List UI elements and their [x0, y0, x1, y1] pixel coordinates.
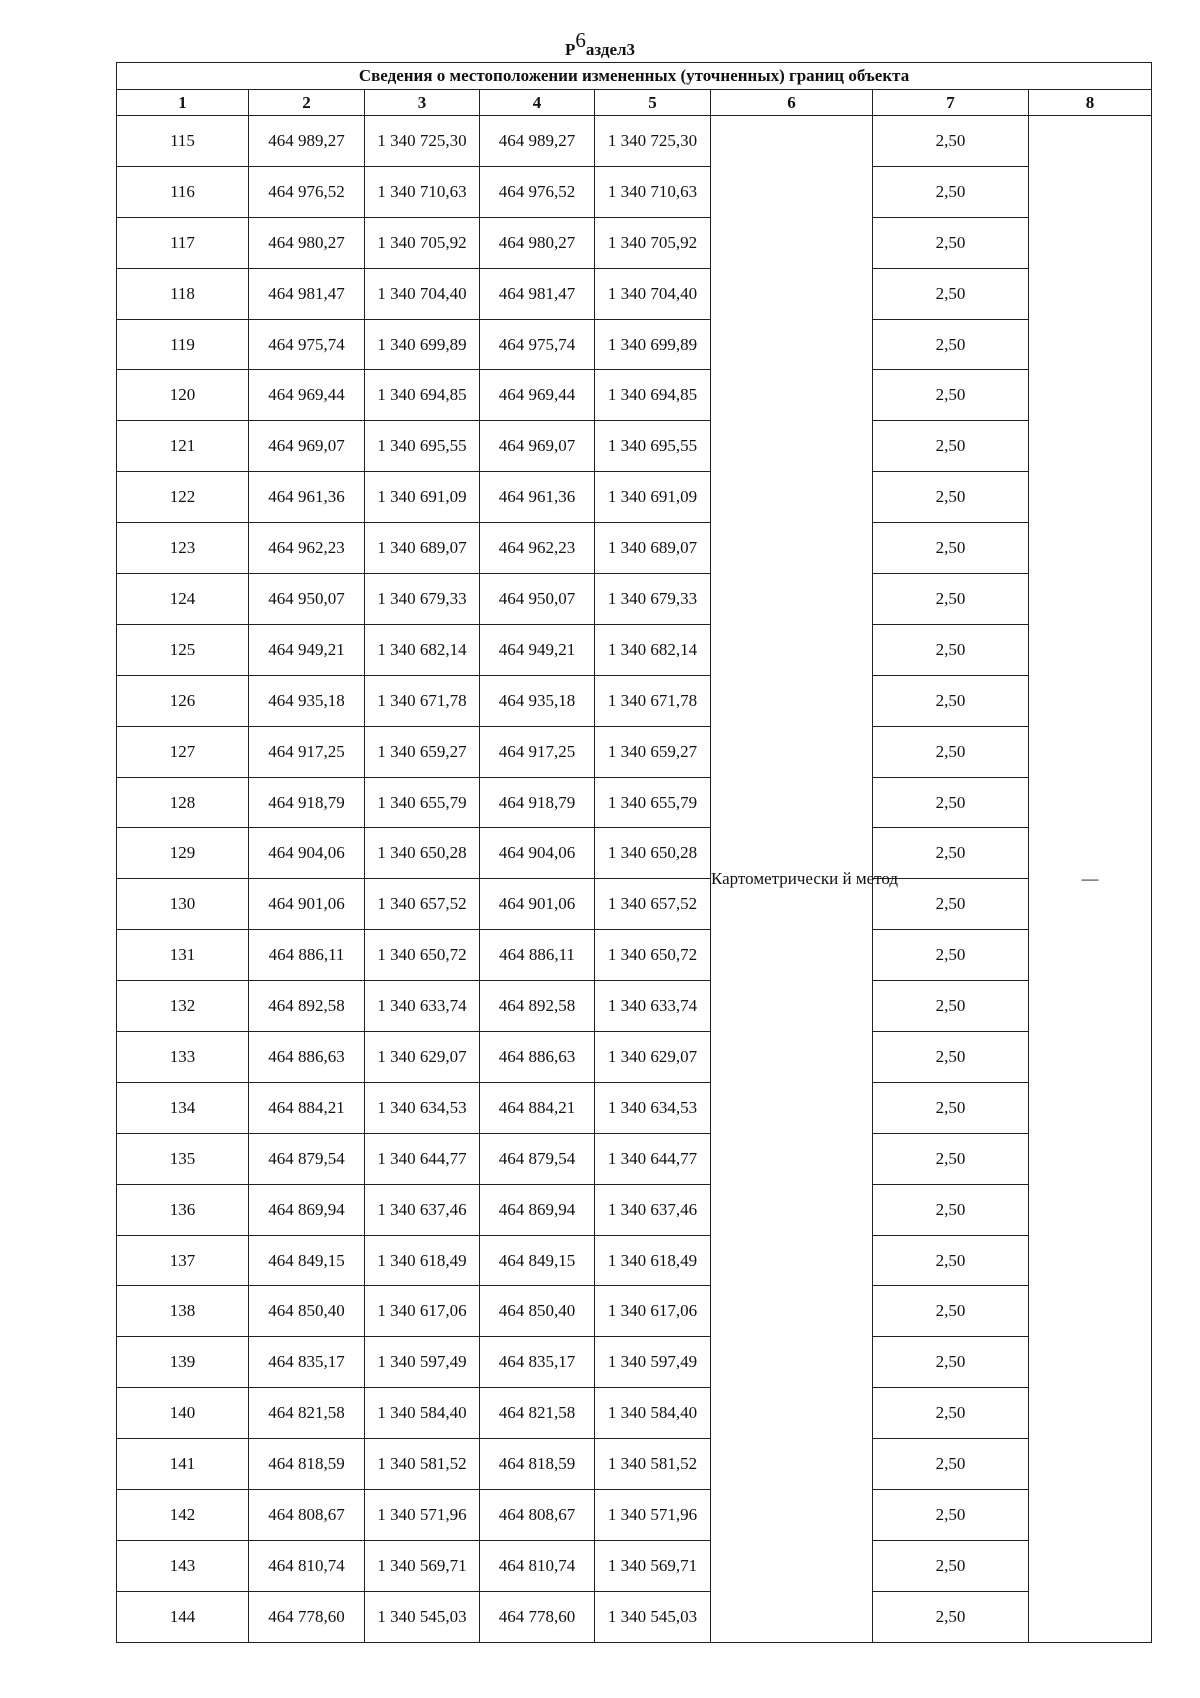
accuracy-cell: 2,50: [873, 624, 1029, 675]
x-new-cell: 464 969,44: [480, 370, 595, 421]
y-new-cell: 1 340 682,14: [595, 624, 711, 675]
table-body: [117, 116, 1152, 1643]
y-new-cell: 1 340 691,09: [595, 472, 711, 523]
point-number-cell: 140: [117, 1388, 249, 1439]
table-row: [117, 1032, 1152, 1083]
y-new-cell: 1 340 679,33: [595, 574, 711, 625]
x-old-cell: 464 949,21: [249, 624, 365, 675]
accuracy-cell: 2,50: [873, 523, 1029, 574]
point-number-cell: 120: [117, 370, 249, 421]
point-number-cell: 135: [117, 1133, 249, 1184]
y-old-cell: 1 340 679,33: [365, 574, 480, 625]
y-new-cell: 1 340 710,63: [595, 166, 711, 217]
y-old-cell: 1 340 659,27: [365, 726, 480, 777]
point-number-cell: 137: [117, 1235, 249, 1286]
y-new-cell: 1 340 725,30: [595, 116, 711, 167]
point-number-cell: 126: [117, 675, 249, 726]
table-row: [117, 1286, 1152, 1337]
y-old-cell: 1 340 650,28: [365, 828, 480, 879]
y-new-cell: 1 340 581,52: [595, 1439, 711, 1490]
accuracy-cell: 2,50: [873, 1082, 1029, 1133]
x-old-cell: 464 917,25: [249, 726, 365, 777]
x-new-cell: 464 879,54: [480, 1133, 595, 1184]
y-new-cell: 1 340 650,28: [595, 828, 711, 879]
x-old-cell: 464 904,06: [249, 828, 365, 879]
section-heading: [0, 28, 1200, 61]
x-new-cell: 464 981,47: [480, 268, 595, 319]
x-old-cell: 464 901,06: [249, 879, 365, 930]
point-number-cell: 136: [117, 1184, 249, 1235]
y-old-cell: 1 340 695,55: [365, 421, 480, 472]
point-number-cell: 133: [117, 1032, 249, 1083]
x-new-cell: 464 917,25: [480, 726, 595, 777]
x-new-cell: 464 892,58: [480, 981, 595, 1032]
point-number-cell: 118: [117, 268, 249, 319]
y-old-cell: 1 340 629,07: [365, 1032, 480, 1083]
point-number-cell: 134: [117, 1082, 249, 1133]
x-new-cell: 464 869,94: [480, 1184, 595, 1235]
x-old-cell: 464 969,07: [249, 421, 365, 472]
y-old-cell: 1 340 689,07: [365, 523, 480, 574]
point-number-cell: 138: [117, 1286, 249, 1337]
y-old-cell: 1 340 704,40: [365, 268, 480, 319]
point-number-cell: 132: [117, 981, 249, 1032]
accuracy-cell: 2,50: [873, 1286, 1029, 1337]
y-old-cell: 1 340 545,03: [365, 1591, 480, 1642]
y-old-cell: 1 340 682,14: [365, 624, 480, 675]
y-old-cell: 1 340 617,06: [365, 1286, 480, 1337]
point-number-cell: 131: [117, 930, 249, 981]
x-new-cell: 464 976,52: [480, 166, 595, 217]
table-row: [117, 1591, 1152, 1642]
section-heading-post: аздел3: [585, 40, 636, 59]
table-row: [117, 828, 1152, 879]
y-old-cell: 1 340 655,79: [365, 777, 480, 828]
point-number-cell: 125: [117, 624, 249, 675]
x-old-cell: 464 818,59: [249, 1439, 365, 1490]
x-new-cell: 464 975,74: [480, 319, 595, 370]
point-number-cell: 143: [117, 1540, 249, 1591]
x-old-cell: 464 879,54: [249, 1133, 365, 1184]
table-row: [117, 116, 1152, 167]
y-old-cell: 1 340 634,53: [365, 1082, 480, 1133]
point-number-cell: 119: [117, 319, 249, 370]
y-old-cell: 1 340 571,96: [365, 1490, 480, 1541]
accuracy-cell: 2,50: [873, 574, 1029, 625]
accuracy-cell: 2,50: [873, 981, 1029, 1032]
x-new-cell: 464 918,79: [480, 777, 595, 828]
y-new-cell: 1 340 671,78: [595, 675, 711, 726]
x-new-cell: 464 821,58: [480, 1388, 595, 1439]
x-old-cell: 464 849,15: [249, 1235, 365, 1286]
y-new-cell: 1 340 705,92: [595, 217, 711, 268]
point-number-cell: 144: [117, 1591, 249, 1642]
point-number-cell: 122: [117, 472, 249, 523]
x-new-cell: 464 818,59: [480, 1439, 595, 1490]
x-new-cell: 464 935,18: [480, 675, 595, 726]
column-number-row: [117, 90, 1152, 116]
x-old-cell: 464 886,11: [249, 930, 365, 981]
table-row: [117, 1235, 1152, 1286]
x-old-cell: 464 869,94: [249, 1184, 365, 1235]
table-row: [117, 1082, 1152, 1133]
x-old-cell: 464 892,58: [249, 981, 365, 1032]
x-old-cell: 464 961,36: [249, 472, 365, 523]
table-row: [117, 1184, 1152, 1235]
table-row: [117, 726, 1152, 777]
x-old-cell: 464 778,60: [249, 1591, 365, 1642]
accuracy-cell: 2,50: [873, 268, 1029, 319]
x-old-cell: 464 835,17: [249, 1337, 365, 1388]
x-old-cell: 464 950,07: [249, 574, 365, 625]
point-number-cell: 123: [117, 523, 249, 574]
accuracy-cell: 2,50: [873, 726, 1029, 777]
x-new-cell: 464 808,67: [480, 1490, 595, 1541]
table-row: [117, 370, 1152, 421]
accuracy-cell: 2,50: [873, 1337, 1029, 1388]
accuracy-cell: 2,50: [873, 319, 1029, 370]
x-new-cell: 464 835,17: [480, 1337, 595, 1388]
y-old-cell: 1 340 618,49: [365, 1235, 480, 1286]
y-new-cell: 1 340 629,07: [595, 1032, 711, 1083]
y-old-cell: 1 340 584,40: [365, 1388, 480, 1439]
table-row: [117, 1133, 1152, 1184]
column-number: 1: [117, 90, 249, 116]
point-number-cell: 142: [117, 1490, 249, 1541]
y-old-cell: 1 340 644,77: [365, 1133, 480, 1184]
y-new-cell: 1 340 695,55: [595, 421, 711, 472]
table-row: [117, 675, 1152, 726]
y-new-cell: 1 340 659,27: [595, 726, 711, 777]
section-heading-pre: Р: [564, 40, 576, 59]
y-new-cell: 1 340 694,85: [595, 370, 711, 421]
y-old-cell: 1 340 597,49: [365, 1337, 480, 1388]
x-new-cell: 464 950,07: [480, 574, 595, 625]
column-number: 6: [711, 90, 873, 116]
x-new-cell: 464 850,40: [480, 1286, 595, 1337]
accuracy-cell: 2,50: [873, 166, 1029, 217]
column-number: 4: [480, 90, 595, 116]
x-old-cell: 464 810,74: [249, 1540, 365, 1591]
x-new-cell: 464 961,36: [480, 472, 595, 523]
x-new-cell: 464 886,63: [480, 1032, 595, 1083]
x-new-cell: 464 778,60: [480, 1591, 595, 1642]
x-old-cell: 464 962,23: [249, 523, 365, 574]
y-old-cell: 1 340 710,63: [365, 166, 480, 217]
y-old-cell: 1 340 705,92: [365, 217, 480, 268]
y-new-cell: 1 340 699,89: [595, 319, 711, 370]
accuracy-cell: 2,50: [873, 675, 1029, 726]
table-row: [117, 574, 1152, 625]
y-old-cell: 1 340 694,85: [365, 370, 480, 421]
point-number-cell: 141: [117, 1439, 249, 1490]
accuracy-cell: 2,50: [873, 1439, 1029, 1490]
accuracy-cell: 2,50: [873, 930, 1029, 981]
accuracy-cell: 2,50: [873, 1388, 1029, 1439]
x-new-cell: 464 949,21: [480, 624, 595, 675]
table-title: Сведения о местоположении измененных (уточненных) границ объекта: [117, 63, 1152, 90]
x-new-cell: 464 904,06: [480, 828, 595, 879]
point-number-cell: 117: [117, 217, 249, 268]
y-new-cell: 1 340 569,71: [595, 1540, 711, 1591]
table-row: [117, 268, 1152, 319]
accuracy-cell: 2,50: [873, 879, 1029, 930]
y-new-cell: 1 340 584,40: [595, 1388, 711, 1439]
y-old-cell: 1 340 569,71: [365, 1540, 480, 1591]
y-new-cell: 1 340 704,40: [595, 268, 711, 319]
column-number: 5: [595, 90, 711, 116]
table-row: [117, 319, 1152, 370]
x-new-cell: 464 969,07: [480, 421, 595, 472]
method-cell: Картометрически й метод: [711, 116, 873, 1643]
point-number-cell: 130: [117, 879, 249, 930]
y-old-cell: 1 340 699,89: [365, 319, 480, 370]
y-old-cell: 1 340 633,74: [365, 981, 480, 1032]
column8-cell: —: [1029, 116, 1152, 1643]
table-row: [117, 1388, 1152, 1439]
x-old-cell: 464 981,47: [249, 268, 365, 319]
x-old-cell: 464 808,67: [249, 1490, 365, 1541]
table-row: [117, 472, 1152, 523]
x-new-cell: 464 810,74: [480, 1540, 595, 1591]
table-row: [117, 421, 1152, 472]
y-old-cell: 1 340 691,09: [365, 472, 480, 523]
y-new-cell: 1 340 618,49: [595, 1235, 711, 1286]
x-new-cell: 464 989,27: [480, 116, 595, 167]
x-old-cell: 464 935,18: [249, 675, 365, 726]
accuracy-cell: 2,50: [873, 421, 1029, 472]
x-new-cell: 464 980,27: [480, 217, 595, 268]
y-old-cell: 1 340 657,52: [365, 879, 480, 930]
y-new-cell: 1 340 644,77: [595, 1133, 711, 1184]
table-row: [117, 166, 1152, 217]
x-old-cell: 464 980,27: [249, 217, 365, 268]
accuracy-cell: 2,50: [873, 1591, 1029, 1642]
accuracy-cell: 2,50: [873, 777, 1029, 828]
x-old-cell: 464 850,40: [249, 1286, 365, 1337]
accuracy-cell: 2,50: [873, 217, 1029, 268]
y-new-cell: 1 340 617,06: [595, 1286, 711, 1337]
x-old-cell: 464 918,79: [249, 777, 365, 828]
point-number-cell: 127: [117, 726, 249, 777]
y-old-cell: 1 340 637,46: [365, 1184, 480, 1235]
x-old-cell: 464 821,58: [249, 1388, 365, 1439]
y-old-cell: 1 340 725,30: [365, 116, 480, 167]
y-new-cell: 1 340 597,49: [595, 1337, 711, 1388]
column-number: 2: [249, 90, 365, 116]
point-number-cell: 139: [117, 1337, 249, 1388]
x-old-cell: 464 976,52: [249, 166, 365, 217]
y-new-cell: 1 340 689,07: [595, 523, 711, 574]
table-row: [117, 930, 1152, 981]
y-new-cell: 1 340 633,74: [595, 981, 711, 1032]
y-old-cell: 1 340 671,78: [365, 675, 480, 726]
x-old-cell: 464 886,63: [249, 1032, 365, 1083]
accuracy-cell: 2,50: [873, 370, 1029, 421]
table-row: [117, 624, 1152, 675]
x-new-cell: 464 962,23: [480, 523, 595, 574]
point-number-cell: 128: [117, 777, 249, 828]
point-number-cell: 124: [117, 574, 249, 625]
accuracy-cell: 2,50: [873, 828, 1029, 879]
table-row: [117, 981, 1152, 1032]
x-new-cell: 464 901,06: [480, 879, 595, 930]
x-new-cell: 464 884,21: [480, 1082, 595, 1133]
y-old-cell: 1 340 650,72: [365, 930, 480, 981]
x-new-cell: 464 849,15: [480, 1235, 595, 1286]
y-new-cell: 1 340 637,46: [595, 1184, 711, 1235]
y-new-cell: 1 340 657,52: [595, 879, 711, 930]
table-row: [117, 1337, 1152, 1388]
table-row: [117, 523, 1152, 574]
y-new-cell: 1 340 650,72: [595, 930, 711, 981]
accuracy-cell: 2,50: [873, 472, 1029, 523]
accuracy-cell: 2,50: [873, 1133, 1029, 1184]
section-heading-mid: 6: [575, 28, 586, 52]
table-row: [117, 1540, 1152, 1591]
table-row: [117, 777, 1152, 828]
table-row: [117, 1439, 1152, 1490]
y-new-cell: 1 340 634,53: [595, 1082, 711, 1133]
accuracy-cell: 2,50: [873, 1032, 1029, 1083]
column-number: 7: [873, 90, 1029, 116]
column-number: 3: [365, 90, 480, 116]
y-new-cell: 1 340 571,96: [595, 1490, 711, 1541]
x-new-cell: 464 886,11: [480, 930, 595, 981]
x-old-cell: 464 969,44: [249, 370, 365, 421]
accuracy-cell: 2,50: [873, 1184, 1029, 1235]
x-old-cell: 464 884,21: [249, 1082, 365, 1133]
accuracy-cell: 2,50: [873, 1540, 1029, 1591]
boundary-coordinates-table: [116, 62, 1152, 1643]
column-number: 8: [1029, 90, 1152, 116]
point-number-cell: 115: [117, 116, 249, 167]
table-row: [117, 879, 1152, 930]
accuracy-cell: 2,50: [873, 1490, 1029, 1541]
y-new-cell: 1 340 545,03: [595, 1591, 711, 1642]
x-old-cell: 464 989,27: [249, 116, 365, 167]
point-number-cell: 116: [117, 166, 249, 217]
y-old-cell: 1 340 581,52: [365, 1439, 480, 1490]
point-number-cell: 129: [117, 828, 249, 879]
y-new-cell: 1 340 655,79: [595, 777, 711, 828]
accuracy-cell: 2,50: [873, 1235, 1029, 1286]
table-row: [117, 1490, 1152, 1541]
x-old-cell: 464 975,74: [249, 319, 365, 370]
accuracy-cell: 2,50: [873, 116, 1029, 167]
point-number-cell: 121: [117, 421, 249, 472]
table-row: [117, 217, 1152, 268]
